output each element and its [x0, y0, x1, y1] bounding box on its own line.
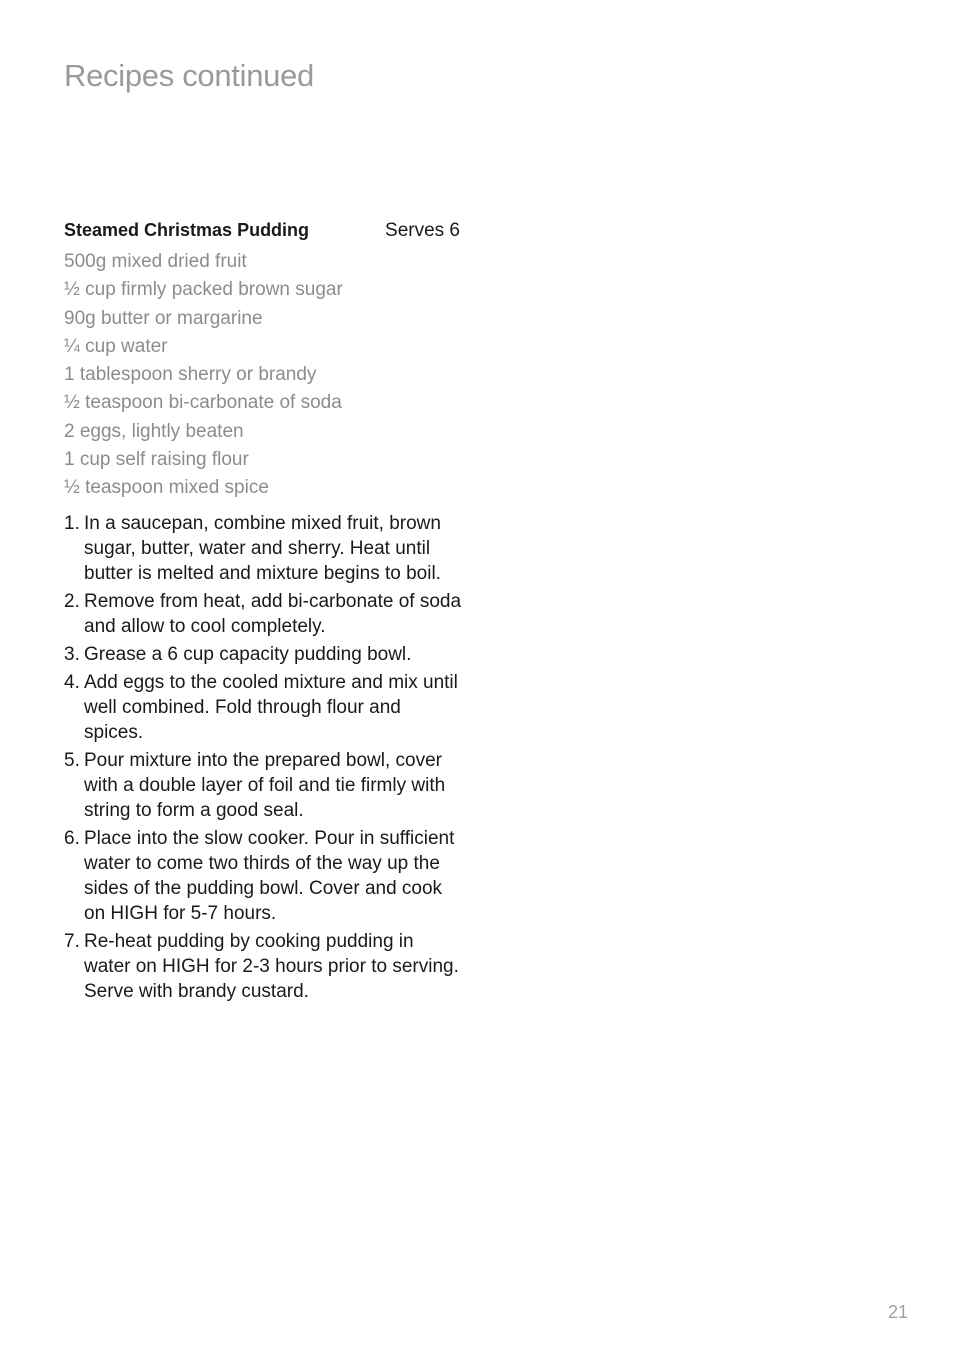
- step-text: In a saucepan, combine mixed fruit, brown sugar, butter, water and sherry. Heat until butter is melted and mixture begins to boil.: [84, 512, 441, 584]
- ingredient-item: 90g butter or margarine: [64, 307, 263, 329]
- serves-label: Serves 6: [385, 220, 460, 241]
- step-number: 5.: [64, 749, 80, 771]
- recipe-title: Steamed Christmas Pudding: [64, 220, 310, 240]
- ingredient-item: 1 tablespoon sherry or brandy: [64, 364, 317, 386]
- method-step: [64, 748, 464, 823]
- step-text: Place into the slow cooker. Pour in sufficient water to come two thirds of the way up the sides of the pudding bowl. Cover and cook on HIGH for 5-7 hours.: [84, 827, 455, 924]
- method-steps: [64, 511, 464, 1004]
- step-text: Re-heat pudding by cooking pudding in water on HIGH for 2-3 hours prior to serving. Serve with brandy custard.: [84, 930, 459, 1002]
- method-step: [64, 826, 464, 926]
- step-number: 1.: [64, 512, 80, 534]
- ingredient-item: ¼ cup water: [64, 335, 168, 357]
- method-step: [64, 511, 464, 586]
- step-number: 4.: [64, 671, 80, 693]
- ingredient-item: 1 cup self raising flour: [64, 449, 249, 471]
- recipe: [64, 220, 464, 1007]
- ingredient-list: [64, 248, 464, 503]
- step-number: 7.: [64, 930, 80, 952]
- step-number: 3.: [64, 643, 80, 665]
- step-number: 2.: [64, 590, 80, 612]
- page-heading: Recipes continued: [64, 58, 314, 93]
- step-text: Remove from heat, add bi-carbonate of soda and allow to cool completely.: [84, 590, 462, 637]
- page-number: 21: [887, 1302, 908, 1322]
- recipe-header: [64, 220, 464, 248]
- ingredient-item: ½ cup firmly packed brown sugar: [64, 279, 343, 301]
- method-step: [64, 589, 464, 639]
- method-step: [64, 929, 464, 1004]
- ingredient-item: 500g mixed dried fruit: [64, 251, 247, 272]
- ingredient-item: 2 eggs, lightly beaten: [64, 420, 244, 442]
- step-number: 6.: [64, 827, 80, 849]
- method-step: [64, 642, 464, 667]
- ingredient-item: ½ teaspoon mixed spice: [64, 477, 269, 499]
- step-text: Grease a 6 cup capacity pudding bowl.: [84, 643, 412, 665]
- ingredient-item: ½ teaspoon bi-carbonate of soda: [64, 392, 342, 414]
- method-step: [64, 670, 464, 745]
- step-text: Add eggs to the cooled mixture and mix until well combined. Fold through flour and spices.: [84, 671, 458, 743]
- step-text: Pour mixture into the prepared bowl, cover with a double layer of foil and tie firmly with string to form a good seal.: [84, 749, 446, 821]
